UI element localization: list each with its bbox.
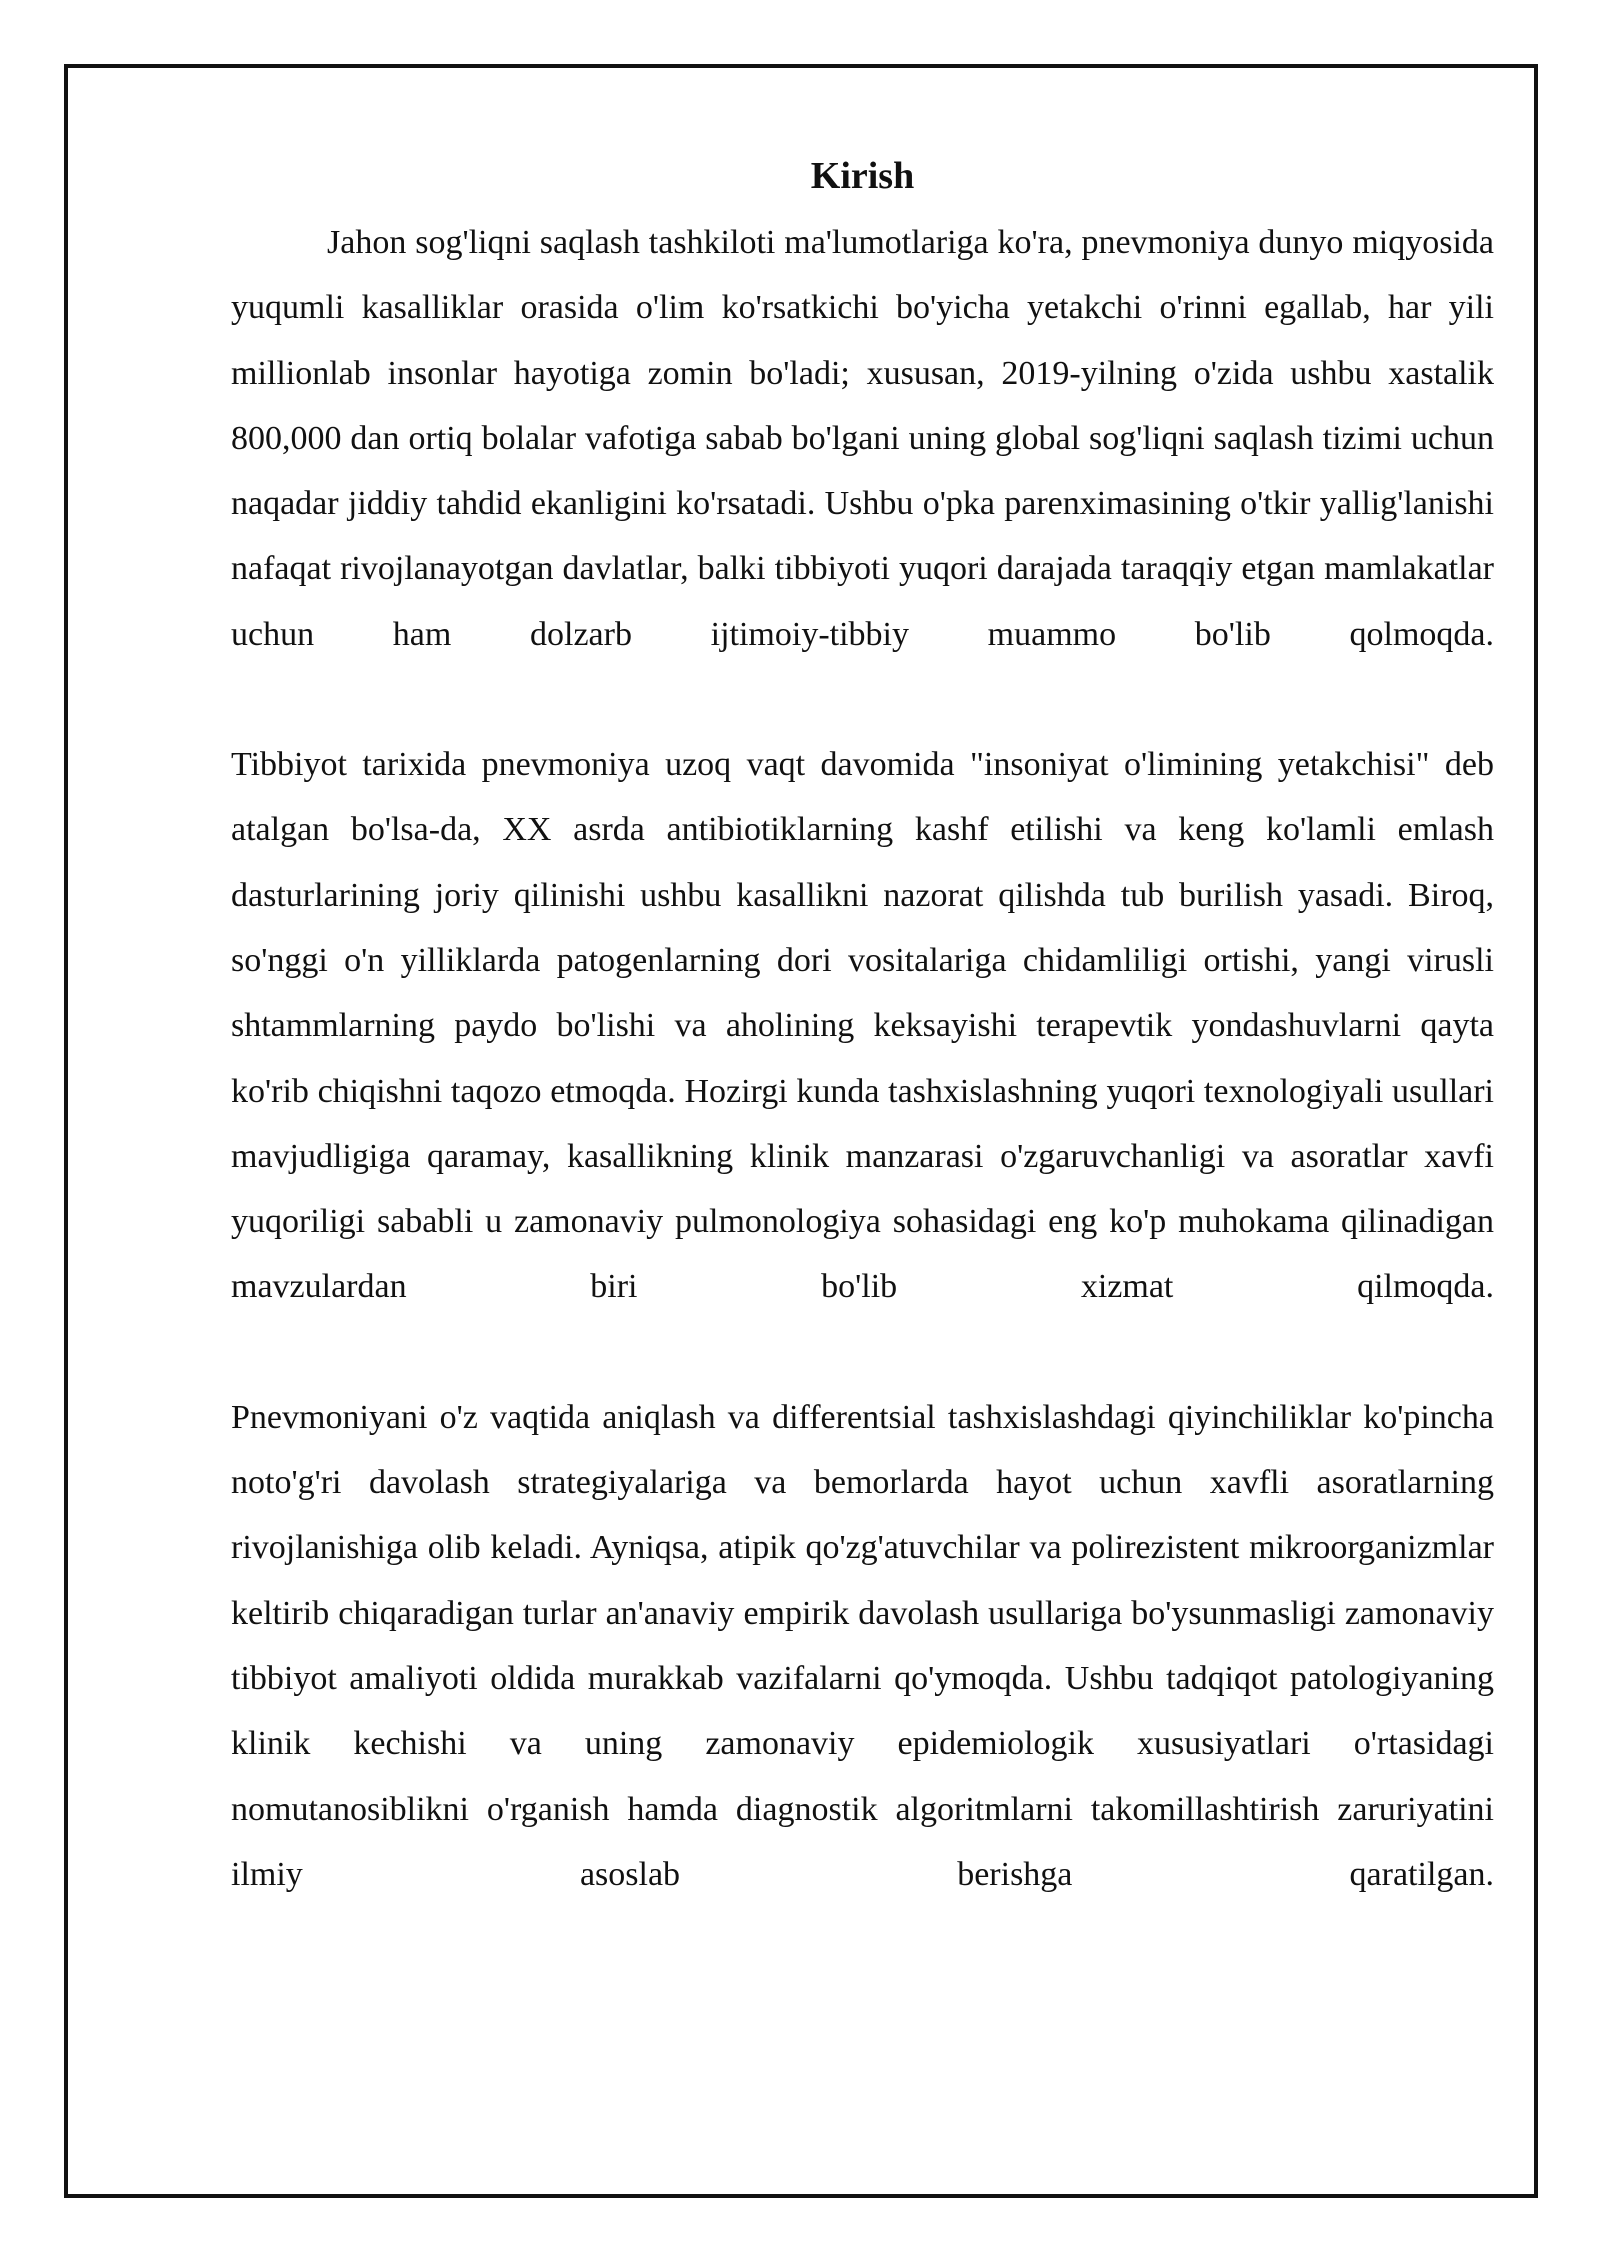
document-title: Kirish [810, 155, 915, 197]
document-body [231, 150, 1494, 1907]
paragraph-history: Tibbiyot tarixida pnevmoniya uzoq vaqt davomida "insoniyat o'limining yetakchisi" deb atalgan bo'lsa-da, XX asrda antibiotiklarning kashf etilishi va keng ko'lamli emlash dasturlarining joriy qilinishi ushbu kasallikni nazorat qilishda tub burilish yasadi. Biroq, so'nggi o'n yilliklarda patogenlarning dori vositalariga chidamliligi ortishi, yangi virusli shtammlarning paydo bo'lishi va aholining keksayishi terapevtik yondashuvlarni qayta ko'rib chiqishni taqozo etmoqda. Hozirgi kunda tashxislashning yuqori texnologiyali usullari mavjudligiga qaramay, kasallikning klinik manzarasi o'zgaruvchanligi va asoratlar xavfi yuqoriligi sababli u zamonaviy pulmonologiya sohasidagi eng ko'p muhokama qilinadigan mavzulardan biri bo'lib xizmat qilmoqda. [231, 746, 1494, 1306]
paragraph-intro: Jahon sog'liqni saqlash tashkiloti ma'lumotlariga ko'ra, pnevmoniya dunyo miqyosida yuqumli kasalliklar orasida o'lim ko'rsatkichi bo'yicha yetakchi o'rinni egallab, har yili millionlab insonlar hayotiga zomin bo'ladi; xususan, 2019-yilning o'zida ushbu xastalik 800,000 dan ortiq bolalar vafotiga sabab bo'lgani uning global sog'liqni saqlash tizimi uchun naqadar jiddiy tahdid ekanligini ko'rsatadi. Ushbu o'pka parenximasining o'tkir yallig'lanishi nafaqat rivojlanayotgan davlatlar, balki tibbiyoti yuqori darajada taraqqiy etgan mamlakatlar uchun ham dolzarb ijtimoiy-tibbiy muammo bo'lib qolmoqda. [231, 224, 1494, 653]
paragraph-purpose: Pnevmoniyani o'z vaqtida aniqlash va differentsial tashxislashdagi qiyinchiliklar ko'pincha noto'g'ri davolash strategiyalariga va bemorlarda hayot uchun xavfli asoratlarning rivojlanishiga olib keladi. Ayniqsa, atipik qo'zg'atuvchilar va polirezistent mikroorganizmlar keltirib chiqaradigan turlar an'anaviy empirik davolash usullariga bo'ysunmasligi zamonaviy tibbiyot amaliyoti oldida murakkab vazifalarni qo'ymoqda. Ushbu tadqiqot patologiyaning klinik kechishi va uning zamonaviy epidemiologik xususiyatlari o'rtasidagi nomutanosiblikni o'rganish hamda diagnostik algoritmlarni takomillashtirish zaruriyatini ilmiy asoslab berishga qaratilgan. [231, 1398, 1494, 1893]
